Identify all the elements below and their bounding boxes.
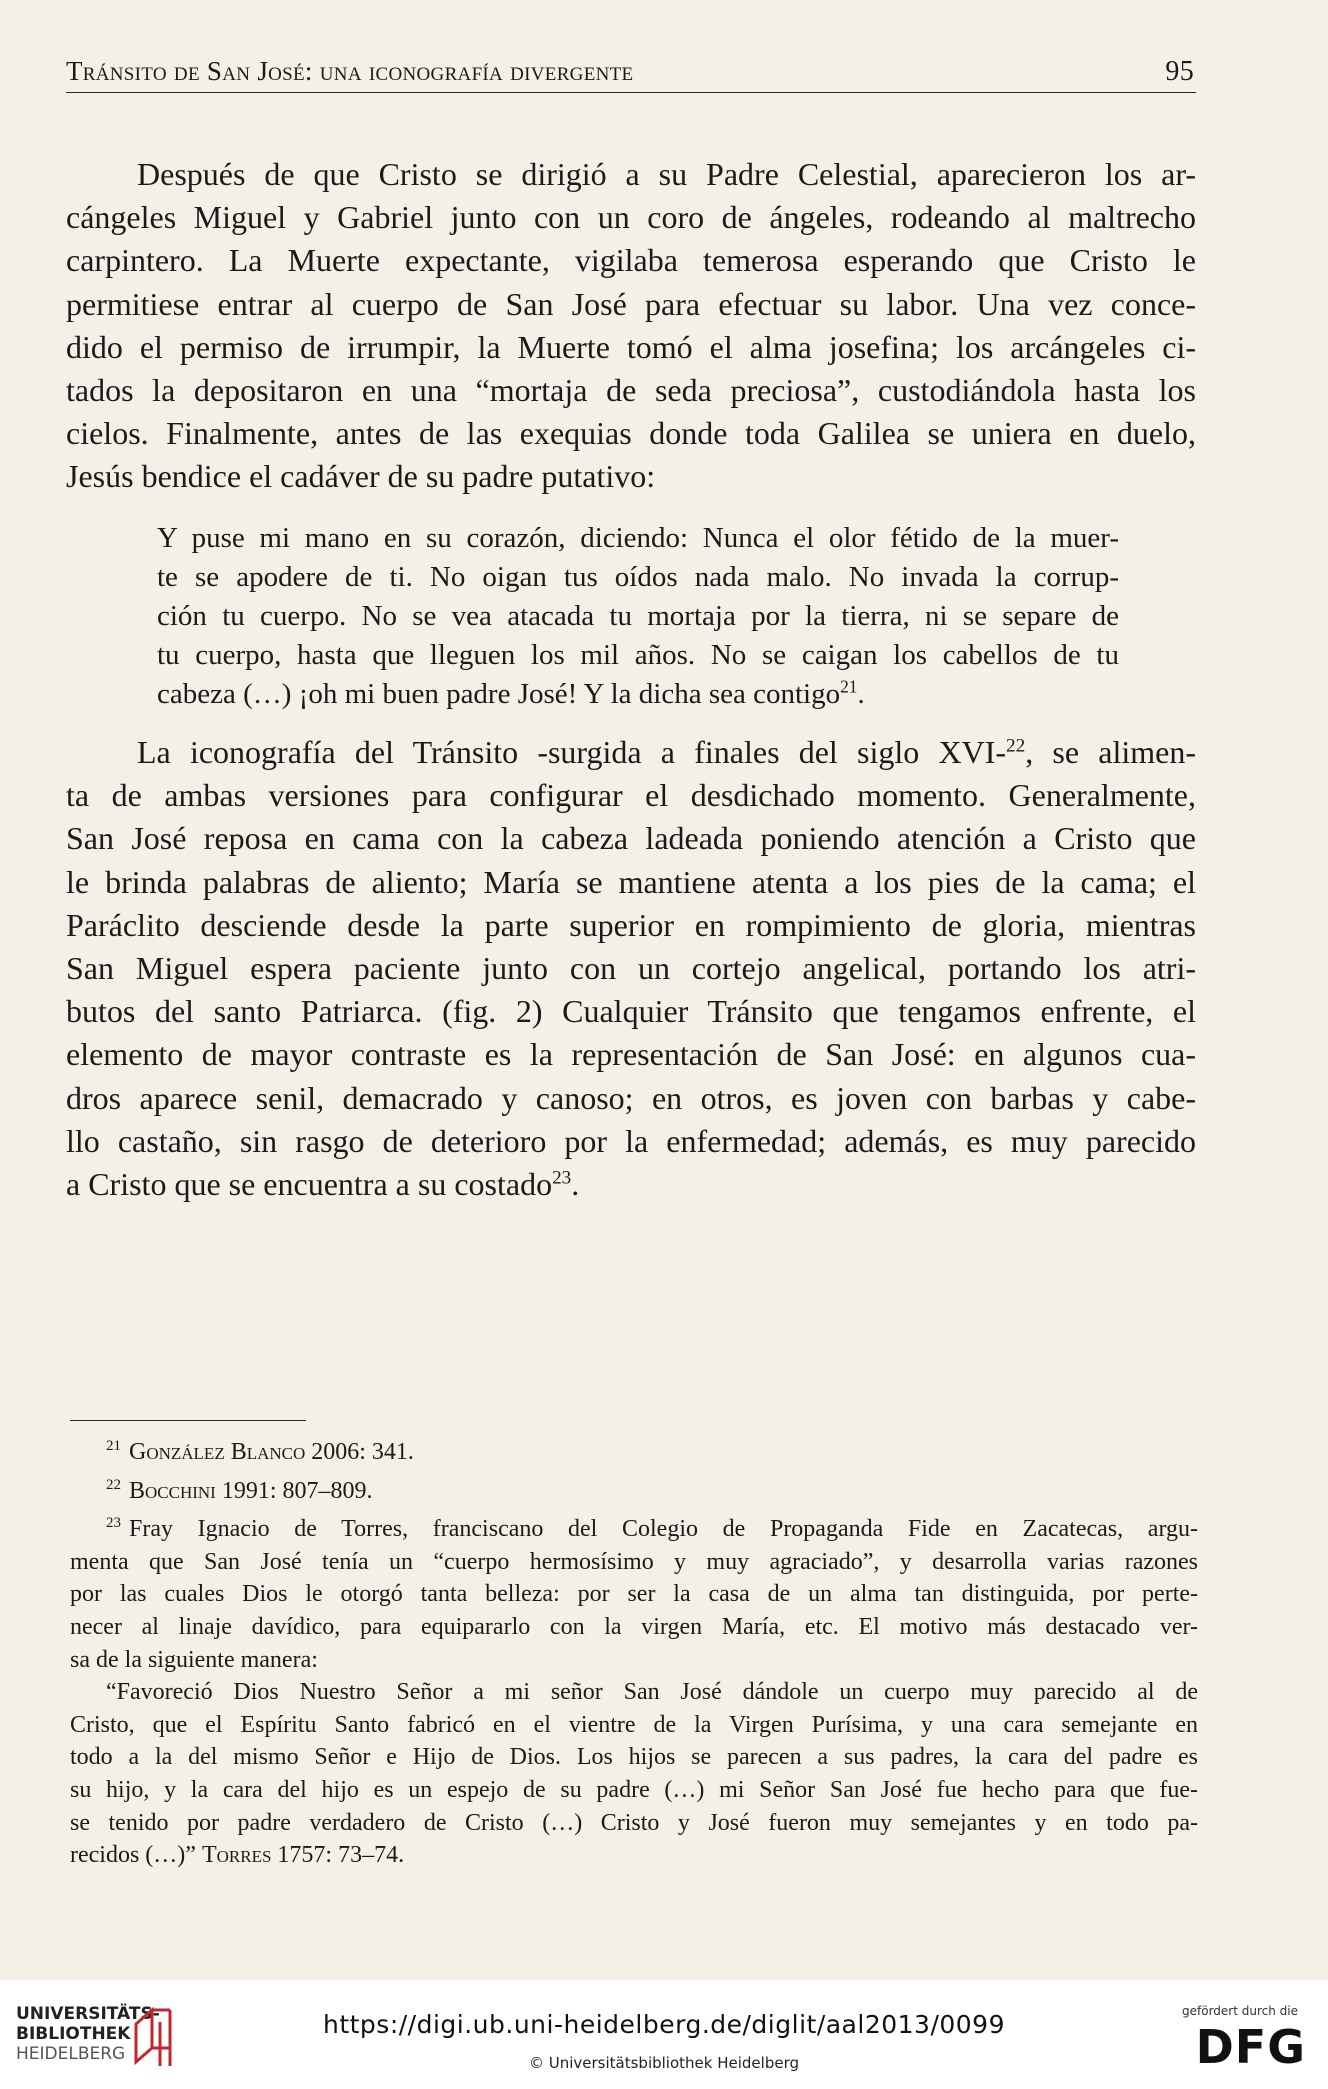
citation-author: Bocchini bbox=[129, 1477, 216, 1504]
library-name-line1: UNIVERSITÄTS- bbox=[16, 2004, 160, 2024]
text-line: dido el permiso de irrumpir, la Muerte tomó el alma josefina; los arcángeles ci- bbox=[66, 328, 1196, 365]
page-number: 95 bbox=[1165, 56, 1194, 87]
citation-ref: 1991: 807–809. bbox=[215, 1477, 373, 1504]
citation-author: González Blanco bbox=[129, 1439, 306, 1465]
quote-text: cabeza (…) ¡oh mi buen padre José! Y la dicha sea contigo bbox=[157, 678, 841, 710]
citation-ref: 2006: 341. bbox=[305, 1439, 414, 1465]
footnote-line bbox=[70, 1430, 1198, 1469]
footnote-21 bbox=[70, 1430, 1198, 1469]
digitization-footer bbox=[0, 1980, 1328, 2089]
library-name-line3: HEIDELBERG bbox=[16, 2044, 126, 2064]
text-line: butos del santo Patriarca. (fig. 2) Cualquier Tránsito que tengamos enfrente, el bbox=[66, 993, 1196, 1030]
footnote-line: sa de la siguiente manera: bbox=[70, 1646, 318, 1673]
running-header bbox=[66, 56, 1196, 88]
footnote-ref-21[interactable]: 21 bbox=[840, 676, 858, 697]
text-line bbox=[66, 1163, 1196, 1206]
footnote-quote-line: “Favoreció Dios Nuestro Señor a mi señor San José dándole un cuerpo muy parecido al de bbox=[106, 1679, 1198, 1706]
text-span: , se alimen- bbox=[1025, 734, 1197, 770]
footnote-line: necer al linaje davídico, para equipararlo con la virgen María, etc. El motivo más destacado ver- bbox=[70, 1613, 1198, 1640]
footnote-line: menta que San José tenía un “cuerpo hermosísimo y muy agraciado”, y desarrolla varias razones bbox=[70, 1548, 1198, 1575]
running-title: Tránsito de San José: una iconografía divergente bbox=[66, 56, 634, 86]
text-line: le brinda palabras de aliento; María se mantiene atenta a los pies de la cama; el bbox=[66, 863, 1196, 900]
funder-caption: gefördert durch die bbox=[1182, 2004, 1298, 2018]
footnote-line bbox=[70, 1507, 1198, 1546]
text-line: San Miguel espera paciente junto con un cortejo angelical, portando los atri- bbox=[66, 950, 1196, 987]
footnote-23 bbox=[70, 1507, 1198, 1872]
text-line: ta de ambas versiones para configurar el desdichado momento. Generalmente, bbox=[66, 777, 1196, 814]
footnote-quote-line: se tenido por padre verdadero de Cristo (…) Cristo y José fueron muy semejantes y en todo pa- bbox=[70, 1809, 1198, 1836]
quote-line: ción tu cuerpo. No se vea atacada tu mortaja por la tierra, ni se separe de bbox=[157, 600, 1119, 632]
text-line bbox=[66, 731, 1196, 774]
footnote-quote-line: Cristo, que el Espíritu Santo fabricó en el vientre de la Virgen Purísima, y una cara semejante en bbox=[70, 1711, 1198, 1738]
text-line: tados la depositaron en una “mortaja de seda preciosa”, custodiándola hasta los bbox=[66, 372, 1196, 409]
footnote-quote-line: todo a la del mismo Señor e Hijo de Dios. Los hijos se parecen a sus padres, la cara del padre es bbox=[70, 1744, 1198, 1771]
text-line: cángeles Miguel y Gabriel junto con un coro de ángeles, rodeando al maltrecho bbox=[66, 199, 1196, 236]
text-span: . bbox=[571, 1166, 580, 1203]
text-line: llo castaño, sin rasgo de deterioro por la enfermedad; además, es muy parecido bbox=[66, 1122, 1196, 1159]
footnote-number: 22 bbox=[106, 1476, 121, 1493]
footnote-number: 21 bbox=[106, 1438, 121, 1454]
paragraph-1 bbox=[66, 153, 1196, 499]
text-line: Jesús bendice el cadáver de su padre putativo: bbox=[66, 458, 656, 495]
footnote-number: 23 bbox=[106, 1515, 121, 1532]
footnote-rule bbox=[70, 1420, 306, 1421]
text-line: dros aparece senil, demacrado y canoso; en otros, es joven con barbas y cabe- bbox=[66, 1079, 1196, 1116]
footnote-ref-22[interactable]: 22 bbox=[1006, 735, 1026, 757]
permalink-url[interactable]: https://digi.ub.uni-heidelberg.de/diglit/aal2013/0099 bbox=[322, 2010, 1005, 2039]
footnotes bbox=[70, 1430, 1198, 1872]
quote-line: te se apodere de ti. No oigan tus oídos nada malo. No invada la corrup- bbox=[157, 561, 1119, 593]
text-line: San José reposa en cama con la cabeza ladeada poniendo atención a Cristo que bbox=[66, 820, 1196, 857]
footnote-22 bbox=[70, 1469, 1198, 1508]
quote-line bbox=[157, 675, 1119, 714]
quote-line: Y puse mi mano en su corazón, diciendo: Nunca el olor fétido de la muer- bbox=[157, 522, 1119, 554]
text-line: Después de que Cristo se dirigió a su Padre Celestial, aparecieron los ar- bbox=[137, 156, 1196, 192]
footnote-line: por las cuales Dios le otorgó tanta belleza: por ser la casa de un alma tan distinguida, por perte- bbox=[70, 1581, 1198, 1608]
quote-line: tu cuerpo, hasta que lleguen los mil años. No se caigan los cabellos de tu bbox=[157, 639, 1119, 671]
library-name-line2: BIBLIOTHEK bbox=[16, 2024, 131, 2044]
footnote-line bbox=[70, 1469, 1198, 1508]
text-line: permitiese entrar al cuerpo de San José para efectuar su labor. Una vez conce- bbox=[66, 285, 1196, 322]
text-line: carpintero. La Muerte expectante, vigilaba temerosa esperando que Cristo le bbox=[66, 242, 1196, 279]
citation-author: Torres bbox=[201, 1842, 272, 1869]
text-line: Paráclito desciende desde la parte superior en rompimiento de gloria, mientras bbox=[66, 906, 1196, 943]
text-line: cielos. Finalmente, antes de las exequias donde toda Galilea se uniera en duelo, bbox=[66, 415, 1196, 452]
citation-ref: 1757: 73–74. bbox=[271, 1842, 405, 1869]
block-quote bbox=[157, 519, 1119, 714]
footnote-text: recidos (…)” bbox=[70, 1842, 202, 1869]
footnote-quote-line bbox=[70, 1839, 1198, 1872]
footnote-ref-23[interactable]: 23 bbox=[552, 1167, 572, 1189]
paragraph-2 bbox=[66, 731, 1196, 1206]
dfg-logo[interactable]: DFG bbox=[1195, 2020, 1306, 2074]
footnote-quote-line: su hijo, y la cara del hijo es un espejo de su padre (…) mi Señor San José fue hecho para que fue- bbox=[70, 1776, 1198, 1803]
text-span: La iconografía del Tránsito -surgida a finales del siglo XVI- bbox=[137, 734, 1007, 770]
text-span: a Cristo que se encuentra a su costado bbox=[66, 1166, 553, 1203]
text-line: elemento de mayor contraste es la representación de San José: en algunos cua- bbox=[66, 1036, 1196, 1073]
footnote-text: Fray Ignacio de Torres, franciscano del Colegio de Propaganda Fide en Zacatecas, argu- bbox=[129, 1516, 1198, 1543]
header-rule bbox=[66, 92, 1196, 93]
quote-end: . bbox=[857, 678, 865, 710]
copyright-notice: © Universitätsbibliothek Heidelberg bbox=[528, 2054, 799, 2072]
